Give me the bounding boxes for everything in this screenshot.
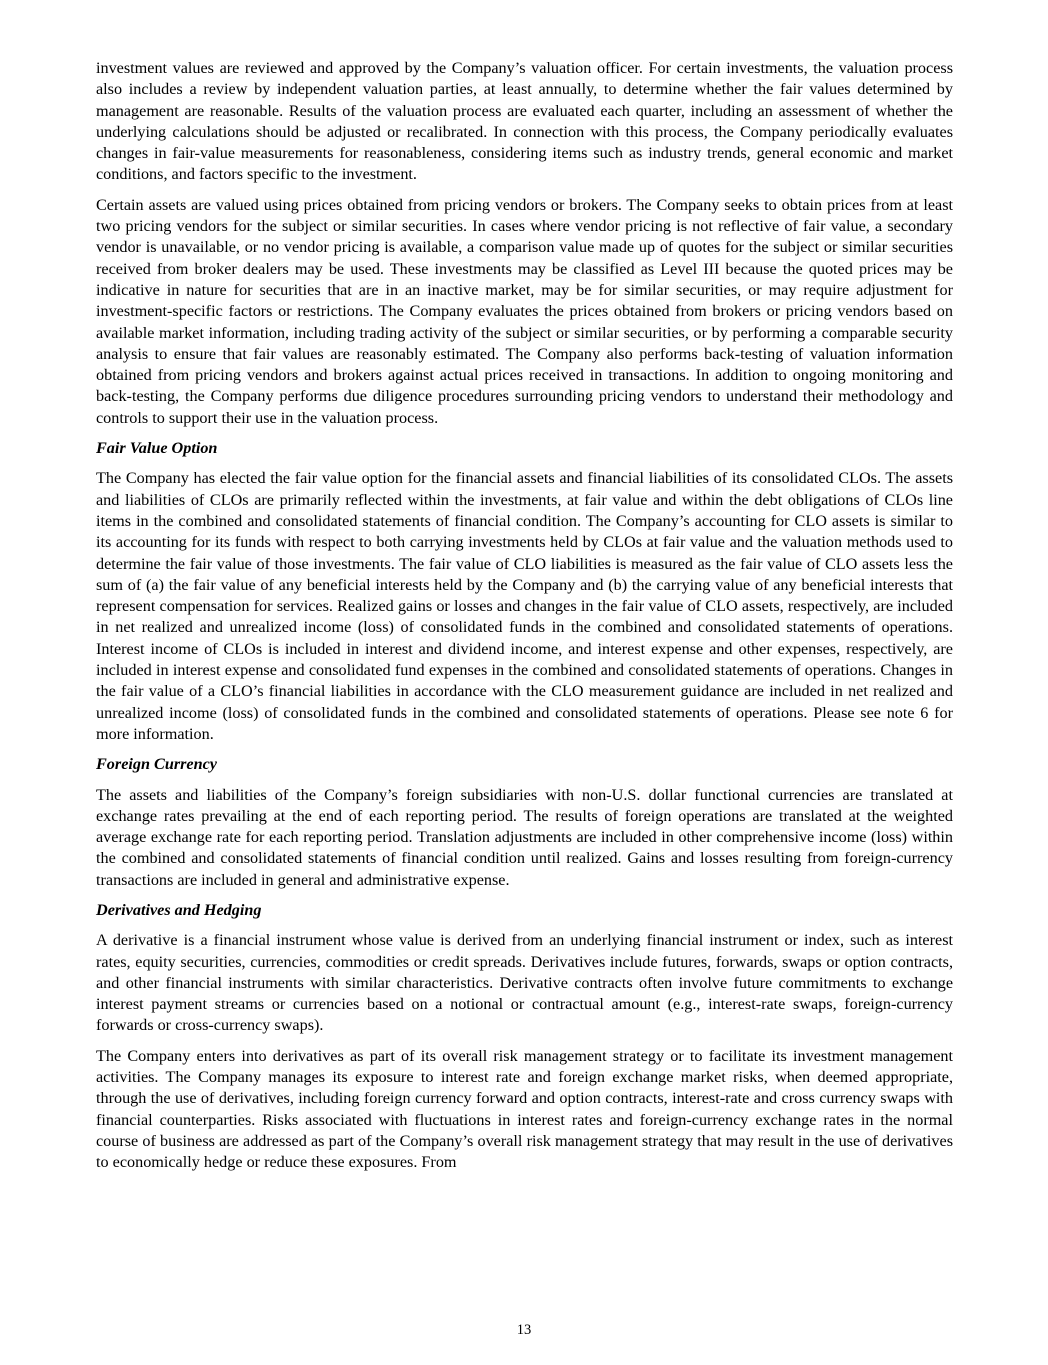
paragraph-pricing-vendors: Certain assets are valued using prices obtained from pricing vendors or brokers. The Company seeks to obtain prices from at least two pricing vendors for the subject or similar securities. In cases where vendor pricing is not reflective of fair value, a secondary vendor is unavailable, or no vendor pricing is available, a comparison value made up of quotes for the subject or similar securities received from broker dealers may be used. These investments may be classified as Level III because the quoted prices may be indicative in nature for securities that are in an inactive market, may be for similar securities, or may require adjustment for investment-specific factors or restrictions. The Company evaluates the prices obtained from brokers or pricing vendors based on available market information, including trading activity of the subject or similar securities, or by performing a comparable security analysis to ensure that fair values are reasonably estimated. The Company also performs back-testing of valuation information obtained from pricing vendors and brokers against actual prices received in transactions. In addition to ongoing monitoring and back-testing, the Company performs due diligence procedures surrounding pricing vendors to understand their methodology and controls to support their use in the valuation process. xyxy=(96,195,953,427)
heading-foreign-currency: Foreign Currency xyxy=(96,755,217,774)
paragraph-derivative-strategy: The Company enters into derivatives as part of its overall risk management strategy or to facilitate its investment management activities. The Company manages its exposure to interest rate and foreign exchange market risks, when deemed appropriate, through the use of derivatives, including foreign currency forward and option contracts, interest-rate and cross currency swaps with financial counterparties. Risks associated with fluctuations in interest rates and foreign-currency exchange rates in the normal course of business are addressed as part of the Company’s overall risk management strategy that may result in the use of derivatives to economically hedge or reduce these exposures. From xyxy=(96,1046,953,1172)
paragraph-foreign-currency: The assets and liabilities of the Company’s foreign subsidiaries with non-U.S. dollar functional currencies are translated at exchange rates prevailing at the end of each reporting period. The results of foreign operations are translated at the weighted average exchange rate for each reporting period. Translation adjustments are included in other comprehensive income (loss) within the combined and consolidated statements of financial condition until realized. Gains and losses resulting from foreign-currency transactions are included in general and administrative expense. xyxy=(96,785,953,889)
heading-derivatives-and-hedging: Derivatives and Hedging xyxy=(96,900,262,919)
paragraph-valuation-review: investment values are reviewed and approved by the Company’s valuation officer. For certain investments, the valuation process also includes a review by independent valuation parties, at least annually, to determine whether the fair values determined by management are reasonable. Results of the valuation process are evaluated each quarter, including an assessment of whether the underlying calculations should be adjusted or recalibrated. In connection with this process, the Company periodically evaluates changes in fair-value measurements for reasonableness, considering items such as industry trends, general economic and market conditions, and factors specific to the investment. xyxy=(96,59,953,184)
document-page xyxy=(96,58,953,1183)
paragraph-fair-value-option: The Company has elected the fair value option for the financial assets and financial liabilities of its consolidated CLOs. The assets and liabilities of CLOs are primarily reflected within the investments, at fair value and within the debt obligations of CLOs line items in the combined and consolidated statements of financial condition. The Company’s accounting for CLO assets is similar to its accounting for its funds with respect to both carrying investments held by CLOs at fair value and the valuation methods used to determine the fair value of those investments. The fair value of CLO liabilities is measured as the fair value of CLO assets less the sum of (a) the fair value of any beneficial interests held by the Company and (b) the carrying value of any beneficial interests that represent compensation for services. Realized gains or losses and changes in the fair value of CLO assets, respectively, are included in net realized and unrealized income (loss) of consolidated funds in the combined and consolidated statements of operations. Interest income of CLOs is included in interest and dividend income, and interest expense and other expenses, respectively, are included in interest expense and consolidated fund expenses in the combined and consolidated statements of operations. Changes in the fair value of a CLO’s financial liabilities in accordance with the CLO measurement guidance are included in net realized and unrealized income (loss) of consolidated funds in the combined and consolidated statements of operations. Please see note 6 for more information. xyxy=(96,469,953,743)
heading-fair-value-option: Fair Value Option xyxy=(96,439,218,458)
paragraph-derivative-definition: A derivative is a financial instrument whose value is derived from an underlying financial instrument or index, such as interest rates, equity securities, currencies, commodities or credit spreads. Derivatives include futures, forwards, swaps or option contracts, and other financial instruments with similar characteristics. Derivative contracts often involve future commitments to exchange interest payment streams or currencies based on a notional or contractual amount (e.g., interest-rate swaps, foreign-currency forwards or cross-currency swaps). xyxy=(96,931,953,1035)
page-number: 13 xyxy=(516,1322,532,1338)
